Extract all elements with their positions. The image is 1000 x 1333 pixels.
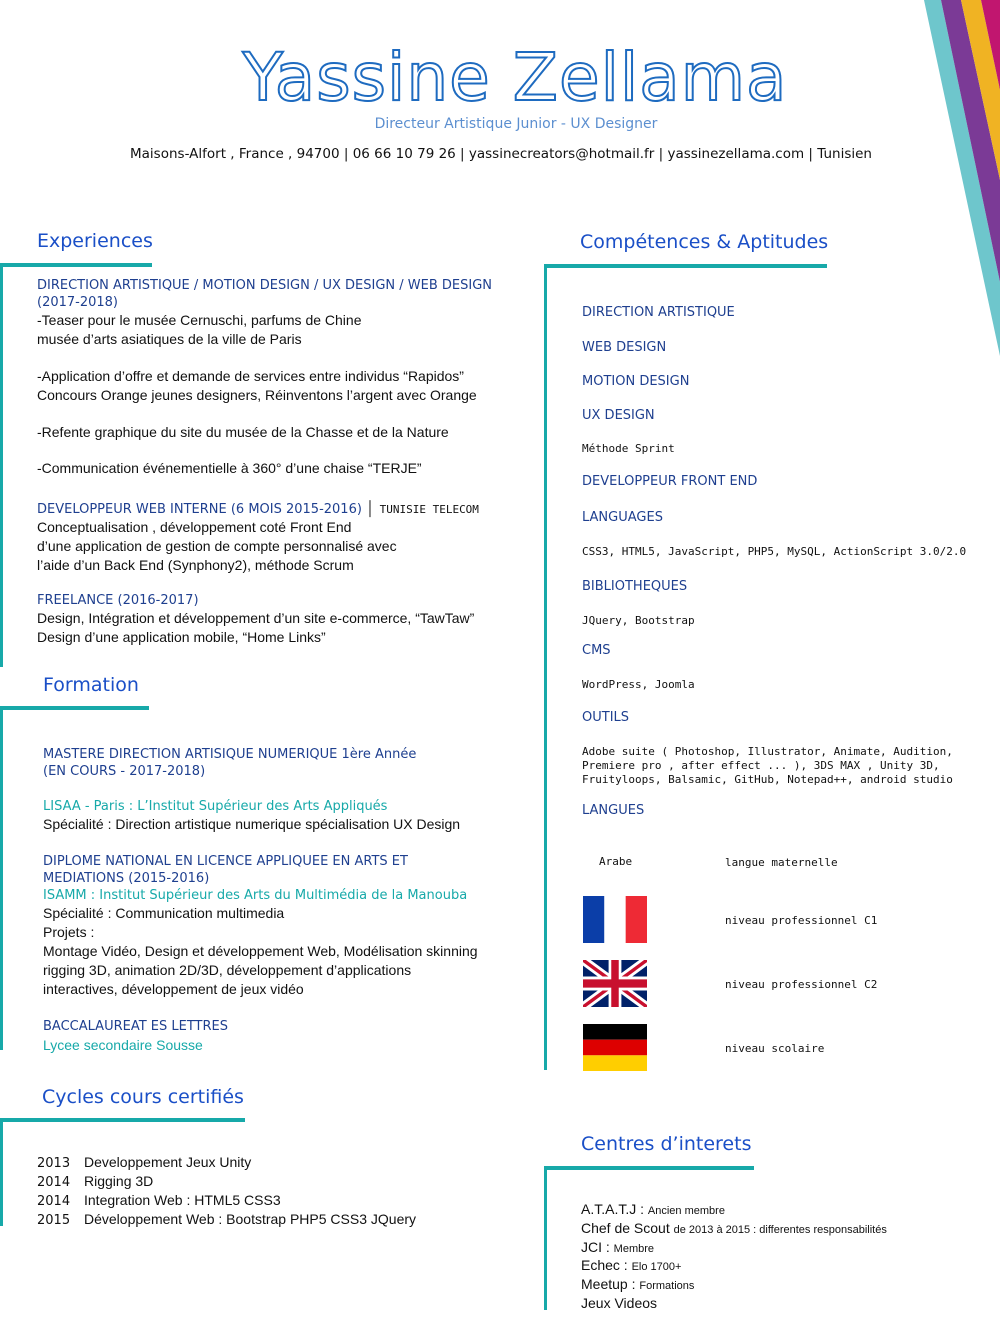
experiences-title: Experiences (37, 230, 153, 252)
interests-title: Centres d’interets (581, 1133, 752, 1155)
skills-divider (544, 264, 827, 268)
formation-heading: DIPLOME NATIONAL EN LICENCE APPLIQUEE EN ARTS ET (43, 854, 408, 869)
experience-heading: DIRECTION ARTISTIQUE / MOTION DESIGN / UX DESIGN / WEB DESIGN (37, 278, 493, 293)
formation-projects: interactives, développement de jeux vidéo (43, 981, 304, 997)
skill-heading: LANGUES (582, 803, 645, 818)
france-flag-icon (583, 896, 647, 943)
experience-line: Concours Orange jeunes designers, Réinventons l’argent avec Orange (37, 387, 477, 403)
job-title: Directeur Artistique Junior - UX Designer (374, 116, 658, 132)
skills-title: Compétences & Aptitudes (580, 231, 829, 253)
formation-period: MEDIATIONS (2015-2016) (43, 871, 210, 886)
skill-detail: WordPress, Joomla (582, 678, 695, 691)
experience-heading: DEVELOPPEUR WEB INTERNE (6 MOIS 2015-2016) (37, 502, 362, 517)
interest-item: JCI : Membre (581, 1239, 655, 1255)
school-name: ISAMM : Institut Supérieur des Arts du Multimédia de la Manouba (43, 888, 468, 903)
experience-line: d’une application de gestion de compte personnalisé avec (37, 538, 397, 554)
certification-item: 2015 Développement Web : Bootstrap PHP5 CSS3 JQuery (37, 1211, 417, 1228)
language-name: Arabe (599, 855, 633, 868)
formation-heading: BACCALAUREAT ES LETTRES (43, 1019, 228, 1034)
formation-projects-label: Projets : (43, 924, 95, 940)
formation-bac (43, 1018, 228, 1054)
interest-item: A.T.A.T.J : Ancien membre (581, 1201, 725, 1217)
skill-heading: CMS (582, 643, 611, 658)
experience-line: -Communication événementielle à 360° d’une chaise “TERJE” (37, 460, 422, 476)
uk-flag-icon (583, 960, 647, 1007)
formation-specialty: Spécialité : Direction artistique numerique spécialisation UX Design (43, 816, 461, 832)
contact-info: Maisons-Alfort , France , 94700 | 06 66 10 79 26 | yassinecreators@hotmail.fr | yassinezellama.com | Tunisien (130, 146, 872, 162)
experience-line: -Teaser pour le musée Cernuschi, parfums de Chine (37, 312, 362, 328)
formation-specialty: Spécialité : Communication multimedia (43, 905, 285, 921)
skill-detail: CSS3, HTML5, JavaScript, PHP5, MySQL, ActionScript 3.0/2.0 (582, 545, 967, 558)
skill-detail: JQuery, Bootstrap (582, 614, 695, 627)
language-level: niveau scolaire (725, 1042, 825, 1055)
experience-block-dev: DEVELOPPEUR WEB INTERNE (6 MOIS 2015-2016) │ TUNISIE TELECOM Conceptualisation , développement coté Front End d’une application de gestion de compte personnalisé avec l’aide d’un Back End (Synphony2), méthode Scrum (37, 500, 479, 573)
skills-side-line (544, 264, 547, 1070)
formation-projects: Montage Vidéo, Design et développement Web, Modélisation skinning (43, 943, 478, 959)
experience-line: Design d’une application mobile, “Home Links” (37, 629, 326, 645)
experiences-divider (0, 263, 152, 267)
experience-line: Conceptualisation , développement coté Front End (37, 519, 352, 535)
school-name: LISAA - Paris : L’Institut Supérieur des Arts Appliqués (43, 799, 388, 814)
certification-item: 2014 Integration Web : HTML5 CSS3 (37, 1192, 281, 1209)
language-level: langue maternelle (725, 856, 838, 869)
formation-period: (EN COURS - 2017-2018) (43, 764, 206, 779)
experience-line: l’aide d’un Back End (Synphony2), méthode Scrum (37, 557, 354, 573)
certification-item: 2014 Rigging 3D (37, 1173, 154, 1190)
language-level: niveau professionnel C2 (725, 978, 878, 991)
formation-licence (43, 853, 478, 999)
skill-detail: Méthode Sprint (582, 442, 675, 455)
interest-item: Echec : Elo 1700+ (581, 1257, 682, 1273)
skill-heading: BIBLIOTHEQUES (582, 579, 688, 594)
formation-side-line (0, 706, 3, 1050)
experience-line: musée d’arts asiatiques de la ville de Paris (37, 331, 302, 347)
certifications-title: Cycles cours certifiés (42, 1086, 244, 1108)
formation-divider (0, 706, 149, 710)
candidate-name: Yassine Zellama (242, 39, 788, 116)
experience-block-direction (37, 277, 492, 478)
certification-item: 2013 Developpement Jeux Unity (37, 1154, 252, 1171)
germany-flag-icon (583, 1024, 647, 1071)
interests-side-line (544, 1166, 547, 1310)
skill-detail: Adobe suite ( Photoshop, Illustrator, Animate, Audition, (582, 745, 953, 758)
experience-period: (2017-2018) (37, 295, 119, 310)
skill-heading: MOTION DESIGN (582, 374, 690, 389)
company-name: TUNISIE TELECOM (379, 503, 479, 516)
skill-heading: OUTILS (582, 710, 630, 725)
formation-projects: rigging 3D, animation 2D/3D, développement d’applications (43, 962, 412, 978)
skill-heading: DIRECTION ARTISTIQUE (582, 305, 735, 320)
formation-title: Formation (43, 674, 139, 696)
skill-heading: DEVELOPPEUR FRONT END (582, 474, 758, 489)
skill-heading: UX DESIGN (582, 408, 655, 423)
formation-master (43, 746, 416, 780)
certifications-side-line (0, 1118, 3, 1226)
interests-divider (544, 1166, 754, 1170)
interest-item: Jeux Videos (581, 1295, 658, 1311)
experience-line: -Application d’offre et demande de services entre individus “Rapidos” (37, 368, 464, 384)
experience-block-freelance (37, 592, 474, 647)
skill-heading: LANGUAGES (582, 510, 663, 525)
skill-heading: WEB DESIGN (582, 340, 667, 355)
experience-heading: FREELANCE (2016-2017) (37, 593, 199, 608)
certifications-divider (0, 1118, 245, 1122)
formation-lisaa (43, 798, 460, 834)
skill-detail: Premiere pro , after effect ... ), 3DS MAX , Unity 3D, (582, 759, 940, 772)
skill-detail: Fruityloops, Balsamic, GitHub, Notepad++, android studio (582, 773, 953, 786)
formation-heading: MASTERE DIRECTION ARTISIQUE NUMERIQUE 1ère Année (43, 747, 417, 762)
experience-line: -Refente graphique du site du musée de la Chasse et de la Nature (37, 424, 449, 440)
interest-item: Chef de Scout de 2013 à 2015 : differentes responsabilités (581, 1220, 887, 1236)
experience-line: Design, Intégration et développement d’un site e-commerce, “TawTaw” (37, 610, 475, 626)
language-level: niveau professionnel C1 (725, 914, 878, 927)
school-name: Lycee secondaire Sousse (43, 1037, 203, 1053)
interest-item: Meetup : Formations (581, 1276, 695, 1292)
experiences-side-line (0, 263, 3, 667)
